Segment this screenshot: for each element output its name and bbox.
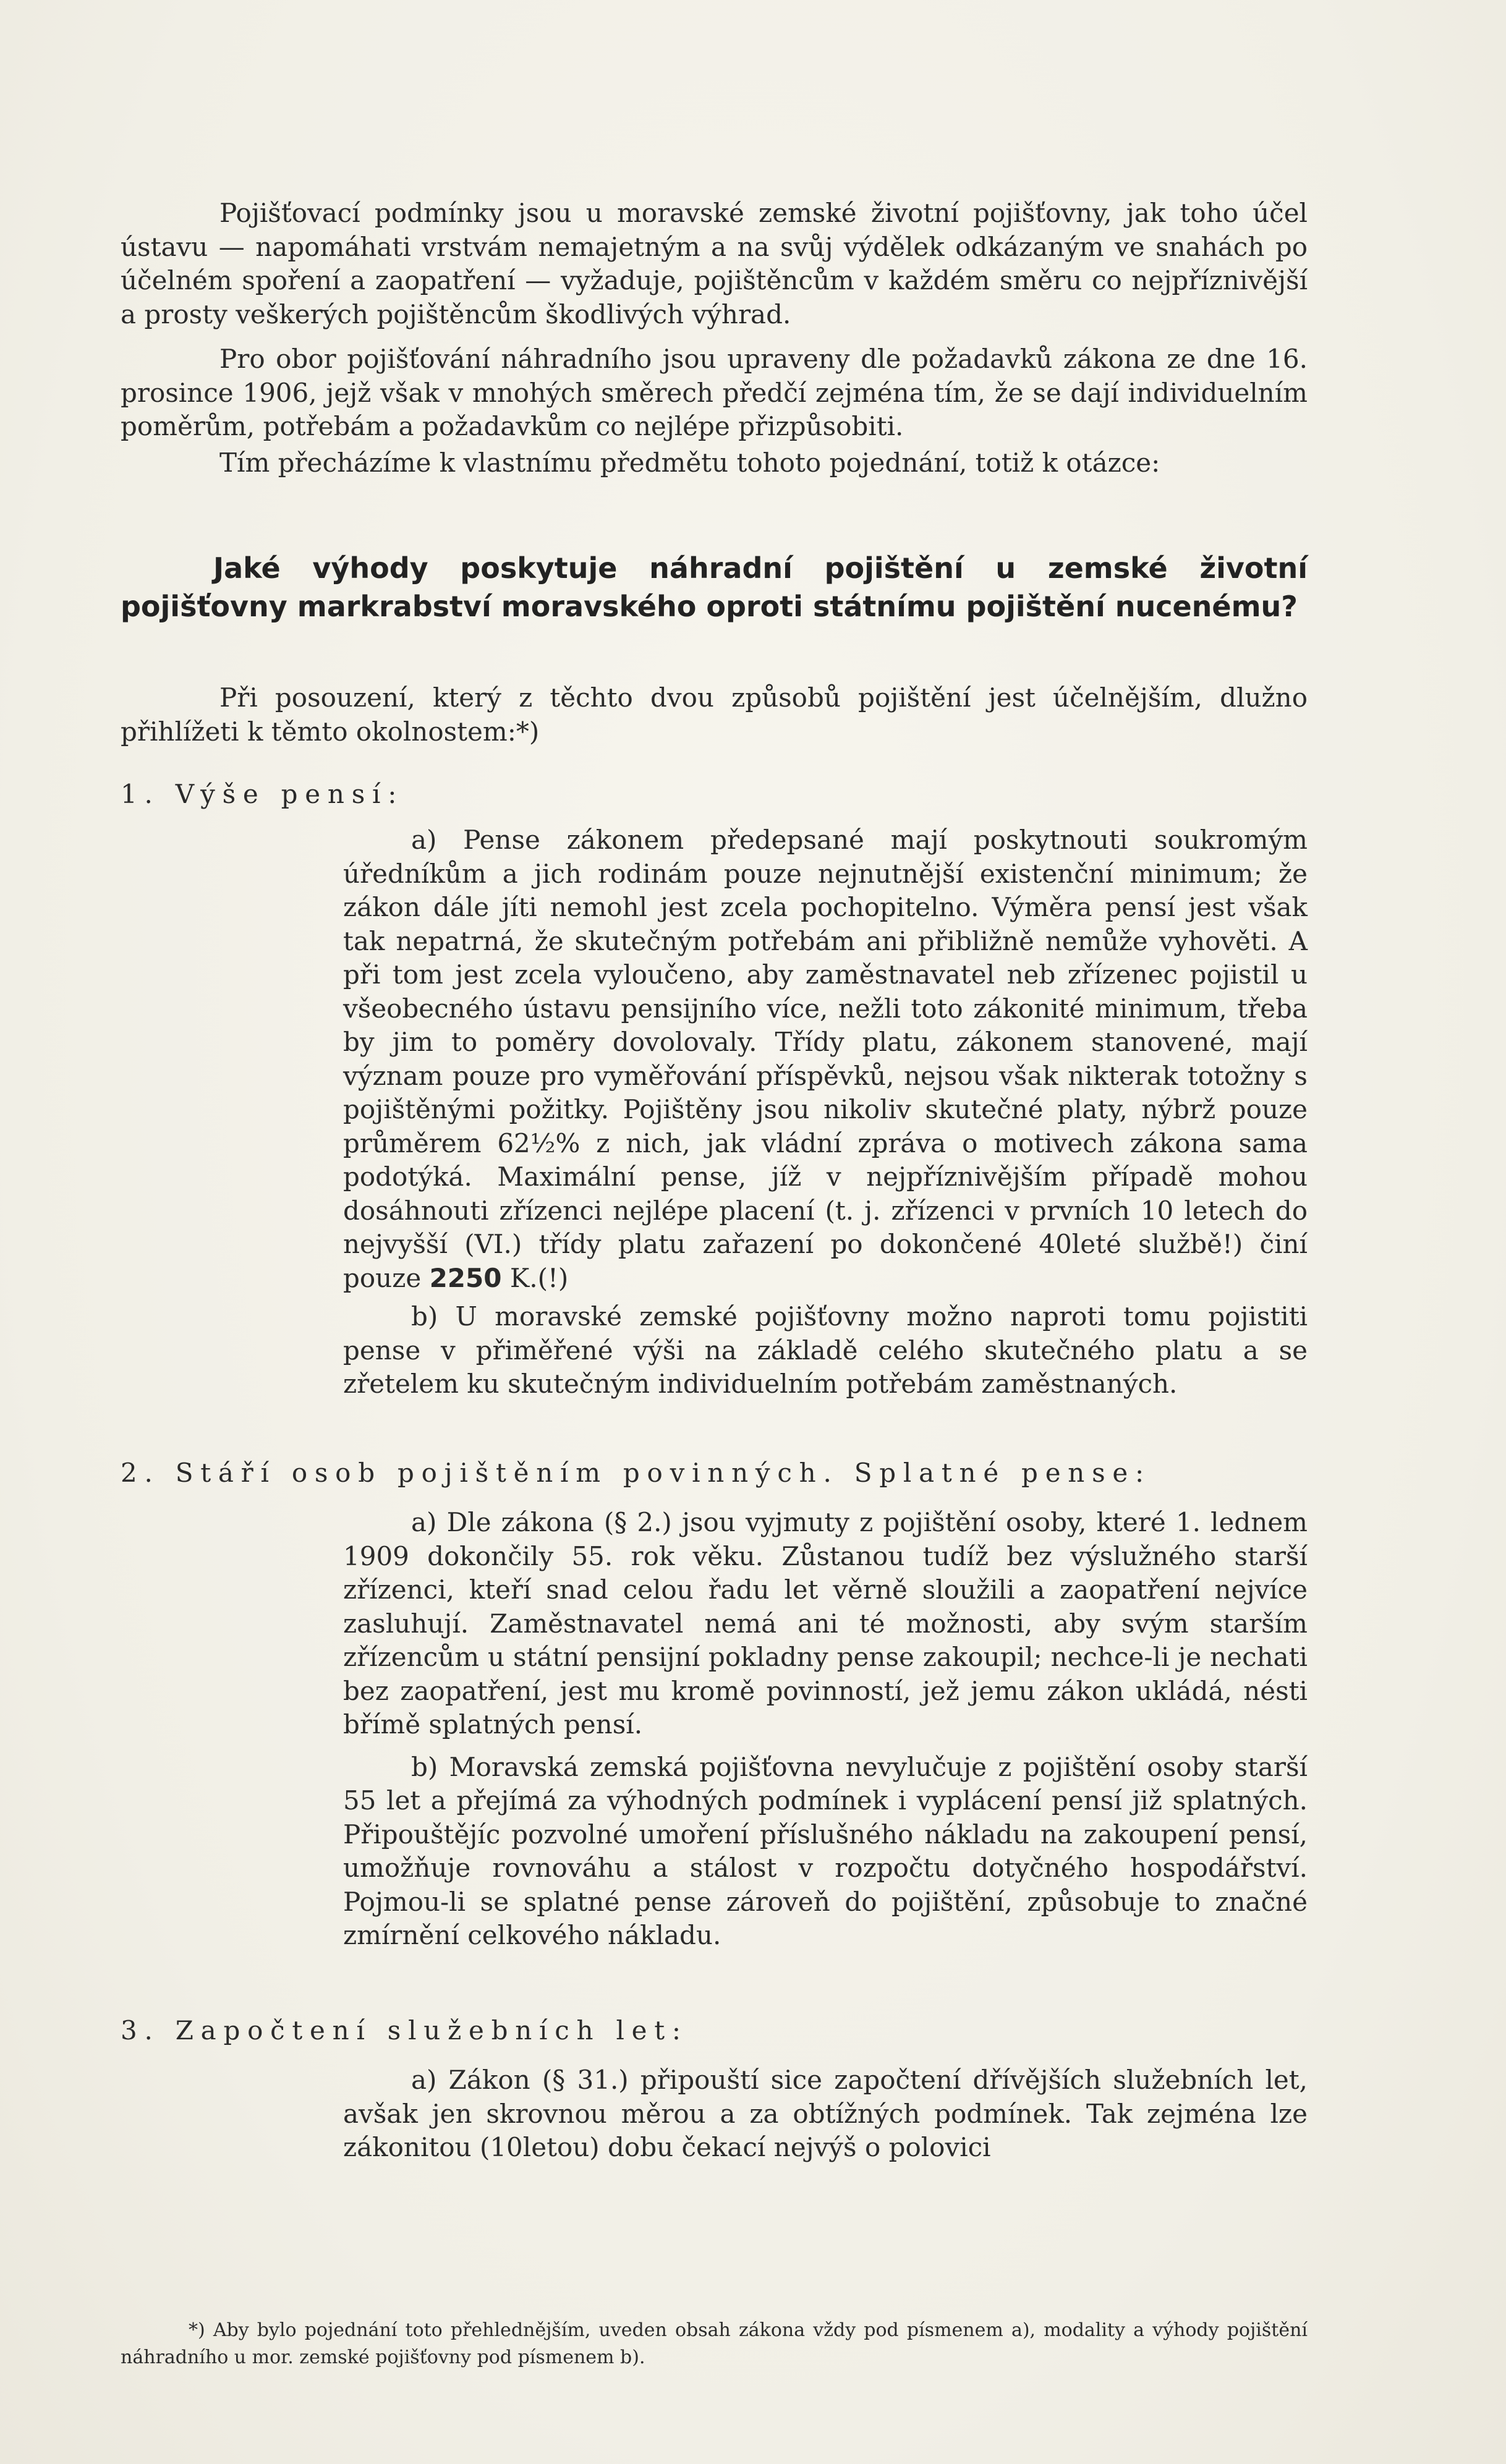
section-1-body bbox=[343, 823, 1308, 1401]
main-question-heading: Jaké výhody poskytuje náhradní pojištění u zemské životní pojišťovny markrabství moravského oproti státnímu pojištění nucenému? bbox=[121, 551, 1308, 623]
section-2-body bbox=[343, 1506, 1308, 1953]
section-2-title: 2. Stáří osob pojištěním povinných. Splatné pense: bbox=[121, 1458, 1151, 1488]
section-3-paragraph-a: a) Zákon (§ 31.) připouští sice započtení dřívějších služebních let, avšak jen skrovnou měrou a za obtížných podmínek. Tak zejména lze zákonitou (10letou) dobu čekací nejvýš o polovici bbox=[343, 2065, 1308, 2162]
section-1-paragraph-a bbox=[343, 823, 1308, 1295]
pre-sections-text bbox=[121, 681, 1308, 749]
section-1-a-end: K.(!) bbox=[509, 1262, 569, 1293]
pension-amount: 2250 bbox=[429, 1262, 502, 1293]
intro-text bbox=[121, 197, 1308, 480]
intro-paragraph-1: Pojišťovací podmínky jsou u moravské zemské životní pojišťovny, jak toho účel ústavu — napomáhati vrstvám nemajetným a na svůj výdělek odkázaným ve snahách po účelném spoření a zaopatření — vyžaduje, pojištěncům v každém směru co nejpříznivější a prosty veškerých pojištěncům škodlivých výhrad. bbox=[121, 198, 1308, 329]
section-2-paragraph-a: a) Dle zákona (§ 2.) jsou vyjmuty z pojištění osoby, které 1. lednem 1909 dokončily 55. rok věku. Zůstanou tudíž bez výslužného starší zřízenci, kteří snad celou řadu let věrně sloužili a zaopatření nejvíce zasluhují. Zaměstnavatel nemá ani té možnosti, aby svým starším zřízencům u státní pensijní pokladny pense zakoupil; nechce-li je nechati bez zaopatření, jest mu kromě povinností, jež jemu zákon ukládá, nésti břímě splatných pensí. bbox=[343, 1507, 1308, 1740]
footnote: *) Aby bylo pojednání toto přehlednějším, uveden obsah zákona vždy pod písmenem a), modality a výhody pojištění náhradního u mor. zemské pojišťovny pod písmenem b). bbox=[121, 2319, 1308, 2368]
intro-paragraph-3: Tím přecházíme k vlastnímu předmětu tohoto pojednání, totiž k otázce: bbox=[219, 447, 1160, 478]
section-1-paragraph-b: b) U moravské zemské pojišťovny možno naproti tomu pojistiti pense v přiměřené výši na základě celého skutečného platu a se zřetelem ku skutečným individuelním potřebám zaměstnaných. bbox=[343, 1301, 1308, 1399]
section-3-body bbox=[343, 2063, 1308, 2165]
section-2-paragraph-b: b) Moravská zemská pojišťovna nevylučuje z pojištění osoby starší 55 let a přejímá za výhodných podmínek i vyplácení pensí již splatných. Připouštějíc pozvolné umoření příslušného nákladu na zakoupení pensí, umožňuje rovnováhu a stálost v rozpočtu dotyčného hospodářství. Pojmou-li se splatné pense zároveň do pojištění, způsobuje to značné zmírnění celkového nákladu. bbox=[343, 1751, 1308, 1950]
section-1-title: 1. Výše pensí: bbox=[121, 779, 404, 809]
intro-paragraph-2: Pro obor pojišťování náhradního jsou upraveny dle požadavků zákona ze dne 16. prosince 1906, jejž však v mnohých směrech předčí zejména tím, že se dají individuelním poměrům, potřebám a požadavkům co nejlépe přizpůsobiti. bbox=[121, 344, 1308, 441]
section-3-title: 3. Započtení služebních let: bbox=[121, 2015, 688, 2046]
section-1-a-text: a) Pense zákonem předepsané mají poskytnouti soukromým úředníkům a jich rodinám pouze nejnutnější existenční minimum; že zákon dále jíti nemohl jest zcela pochopitelno. Výměra pensí jest však tak nepatrná, že skutečným potřebám ani přibližně nemůže vyhověti. A při tom jest zcela vyloučeno, aby zaměstnavatel neb zřízenec pojistil u všeobecného ústavu pensijního více, nežli toto zákonité minimum, třeba by jim to poměry dovolovaly. Třídy platu, zákonem stanovené, mají význam pouze pro vyměřování příspěvků, nejsou však nikterak totožny s pojištěnými požitky. Pojištěny jsou nikoliv skutečné platy, nýbrž pouze průměrem 62½% z nich, jak vládní zpráva o motivech zákona sama podotýká. Maximální pense, jíž v nejpříznivějším případě mohou dosáhnouti zřízenci nejlépe placení (t. j. zřízenci v prvních 10 letech do nejvyšší (VI.) třídy platu zařazení po dokončené 40leté službě!) činí pouze bbox=[343, 825, 1308, 1293]
pre-sections-paragraph: Při posouzení, který z těchto dvou způsobů pojištění jest účelnějším, dlužno přihlížeti k těmto okolnostem:*) bbox=[121, 682, 1308, 747]
